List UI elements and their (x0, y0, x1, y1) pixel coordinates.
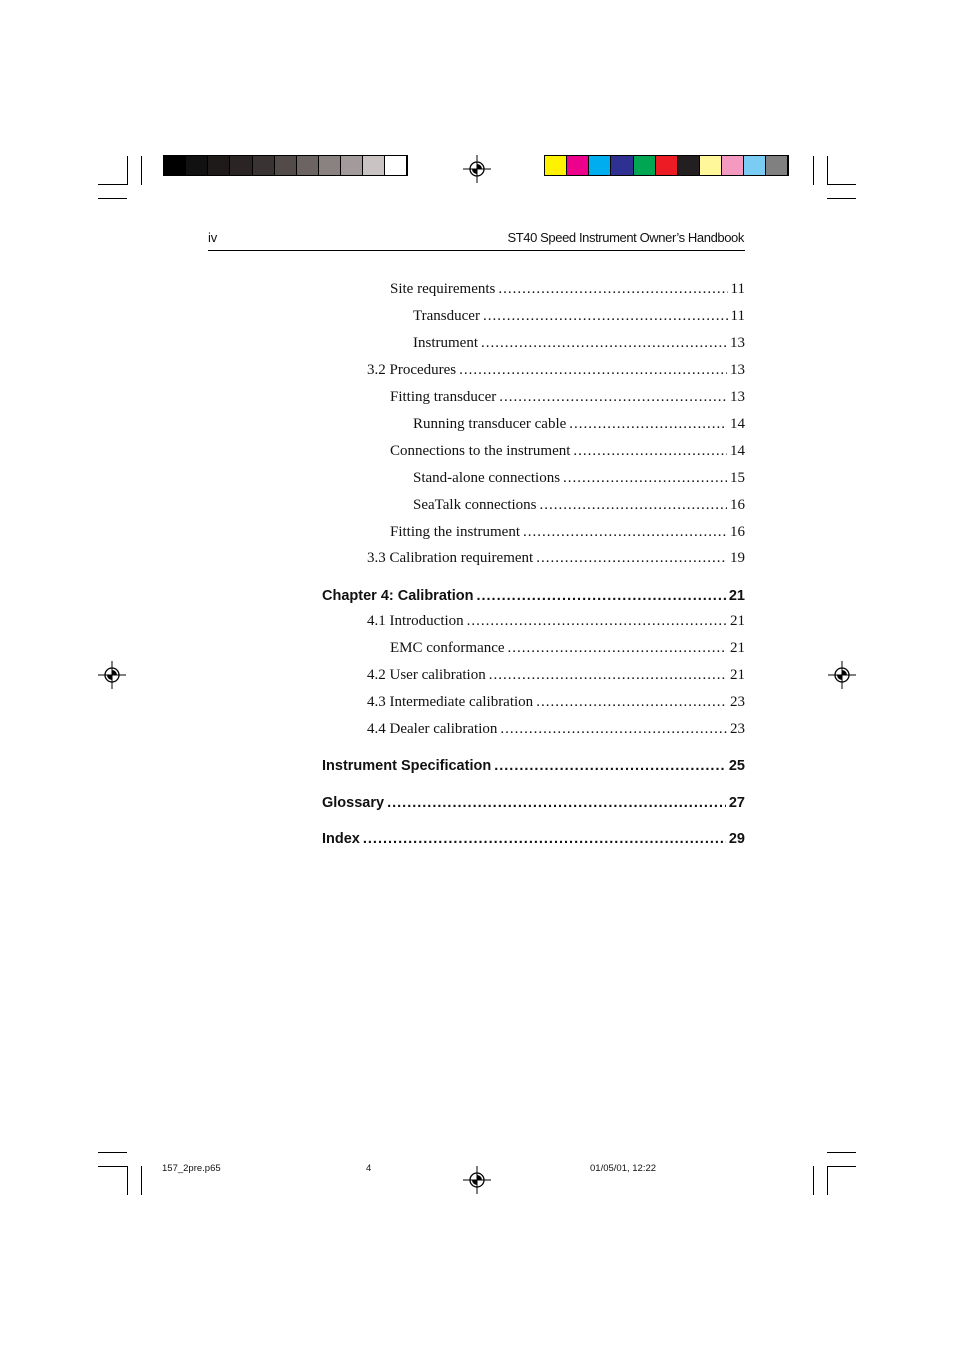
toc-entry[interactable] (413, 333, 745, 353)
toc-entry-title: 3.2 Procedures (367, 362, 457, 378)
toc-entry[interactable] (322, 793, 745, 813)
toc-dot-leader (459, 360, 727, 380)
toc-entry-title: Glossary (322, 795, 385, 811)
toc-entry-title: Connections to the instrument (390, 443, 571, 459)
grayscale-bar (163, 155, 408, 176)
running-header-title: ST40 Speed Instrument Owner’s Handbook (507, 230, 744, 245)
toc-entry[interactable] (413, 468, 745, 488)
toc-entry-title: Index (322, 831, 360, 847)
toc-entry-page: 16 (730, 497, 745, 513)
toc-entry-page: 21 (728, 588, 745, 604)
toc-entry-title: Stand-alone connections (413, 470, 561, 486)
color-swatch (766, 156, 788, 175)
toc-entry-page: 13 (730, 335, 745, 351)
toc-entry-page: 11 (730, 281, 745, 297)
toc-entry-page: 21 (730, 667, 745, 683)
color-swatch (656, 156, 678, 175)
toc-dot-leader (363, 829, 726, 849)
crop-mark (127, 1166, 128, 1195)
toc-entry-title: 3.3 Calibration requirement (367, 550, 534, 566)
color-swatch (700, 156, 722, 175)
toc-dot-leader (481, 333, 727, 353)
crop-mark (141, 156, 142, 185)
toc-entry-page: 13 (730, 362, 745, 378)
color-swatch (253, 156, 275, 175)
color-swatch (164, 156, 186, 175)
toc-entry-title: Instrument Specification (322, 758, 492, 774)
toc-dot-leader (489, 665, 727, 685)
crop-mark (141, 1166, 142, 1195)
color-swatch (567, 156, 589, 175)
toc-entry[interactable] (390, 387, 745, 407)
toc-entry-title: Fitting transducer (390, 389, 497, 405)
registration-mark-icon (828, 661, 856, 689)
toc-dot-leader (499, 387, 727, 407)
registration-mark-icon (98, 661, 126, 689)
crop-mark (98, 1166, 127, 1167)
toc-entry-title: 4.2 User calibration (367, 667, 486, 683)
toc-dot-leader (483, 306, 728, 326)
toc-entry-page: 23 (730, 694, 745, 710)
toc-dot-leader (467, 611, 727, 631)
color-swatch (611, 156, 633, 175)
crop-mark (827, 1166, 856, 1167)
color-swatch (634, 156, 656, 175)
crop-mark (827, 198, 856, 199)
color-swatch (186, 156, 208, 175)
toc-entry[interactable] (367, 548, 745, 568)
toc-entry-title: EMC conformance (390, 640, 505, 656)
crop-mark (813, 156, 814, 185)
registration-mark-icon (463, 155, 491, 183)
toc-dot-leader (536, 548, 727, 568)
crop-mark (827, 184, 856, 185)
toc-entry[interactable] (413, 414, 745, 434)
color-swatch (341, 156, 363, 175)
toc-entry[interactable] (390, 441, 745, 461)
toc-entry[interactable] (390, 279, 745, 299)
toc-entry-title: Site requirements (390, 281, 496, 297)
toc-entry-title: Instrument (413, 335, 478, 351)
crop-mark (813, 1166, 814, 1195)
toc-entry[interactable] (390, 638, 745, 658)
toc-dot-leader (500, 719, 727, 739)
toc-entry-page: 13 (730, 389, 745, 405)
toc-dot-leader (573, 441, 727, 461)
slug-filename: 157_2pre.p65 (162, 1163, 221, 1174)
crop-mark (827, 1166, 828, 1195)
toc-entry-page: 14 (730, 416, 745, 432)
toc-entry-page: 14 (730, 443, 745, 459)
page-number: iv (208, 230, 217, 245)
color-swatch (385, 156, 407, 175)
toc-entry[interactable] (413, 495, 745, 515)
color-swatch (744, 156, 766, 175)
toc-dot-leader (536, 692, 727, 712)
color-swatch (230, 156, 252, 175)
toc-dot-leader (569, 414, 727, 434)
crop-mark (98, 198, 127, 199)
toc-dot-leader (508, 638, 727, 658)
color-swatch (678, 156, 700, 175)
toc-entry[interactable] (367, 665, 745, 685)
crop-mark (98, 184, 127, 185)
toc-entry-page: 16 (730, 524, 745, 540)
toc-entry-page: 27 (728, 795, 745, 811)
toc-entry[interactable] (367, 360, 745, 380)
toc-entry[interactable] (322, 756, 745, 776)
toc-entry-page: 15 (730, 470, 745, 486)
toc-entry-title: Fitting the instrument (390, 524, 520, 540)
color-swatch (722, 156, 744, 175)
crop-mark (98, 1152, 127, 1153)
toc-entry-title: Running transducer cable (413, 416, 567, 432)
color-swatch (208, 156, 230, 175)
toc-entry-page: 19 (730, 550, 745, 566)
header-rule (208, 250, 745, 251)
toc-entry[interactable] (322, 586, 745, 606)
slug-page: 4 (366, 1163, 372, 1174)
toc-entry-page: 11 (730, 308, 745, 324)
toc-entry-title: SeaTalk connections (413, 497, 537, 513)
toc-entry[interactable] (367, 719, 745, 739)
toc-entry-title: 4.3 Intermediate calibration (367, 694, 534, 710)
toc-entry-title: 4.1 Introduction (367, 613, 464, 629)
crop-mark (127, 156, 128, 185)
toc-entry-title: Chapter 4: Calibration (322, 588, 474, 604)
crop-mark (827, 156, 828, 185)
color-swatch (589, 156, 611, 175)
toc-entry[interactable] (367, 692, 745, 712)
toc-dot-leader (476, 586, 725, 606)
toc-entry-page: 23 (730, 721, 745, 737)
toc-entry[interactable] (367, 611, 745, 631)
slug-date: 01/05/01, 12:22 (590, 1163, 657, 1174)
toc-entry-page: 21 (730, 640, 745, 656)
toc-dot-leader (387, 793, 726, 813)
toc-entry-title: Transducer (413, 308, 480, 324)
toc-entry[interactable] (322, 829, 745, 849)
toc-dot-leader (494, 756, 726, 776)
color-swatch (319, 156, 341, 175)
toc-dot-leader (523, 522, 727, 542)
toc-dot-leader (498, 279, 727, 299)
crop-mark (827, 1152, 856, 1153)
toc-entry-page: 25 (728, 758, 745, 774)
toc-entry-page: 21 (730, 613, 745, 629)
toc-entry-title: 4.4 Dealer calibration (367, 721, 498, 737)
color-swatch (297, 156, 319, 175)
toc-entry-page: 29 (728, 831, 745, 847)
toc-entry[interactable] (390, 522, 745, 542)
toc-dot-leader (540, 495, 728, 515)
registration-mark-icon (463, 1166, 491, 1194)
color-swatch (275, 156, 297, 175)
color-swatch (545, 156, 567, 175)
toc-entry[interactable] (413, 306, 745, 326)
color-swatch (363, 156, 385, 175)
color-bar (544, 155, 789, 176)
toc-dot-leader (563, 468, 727, 488)
